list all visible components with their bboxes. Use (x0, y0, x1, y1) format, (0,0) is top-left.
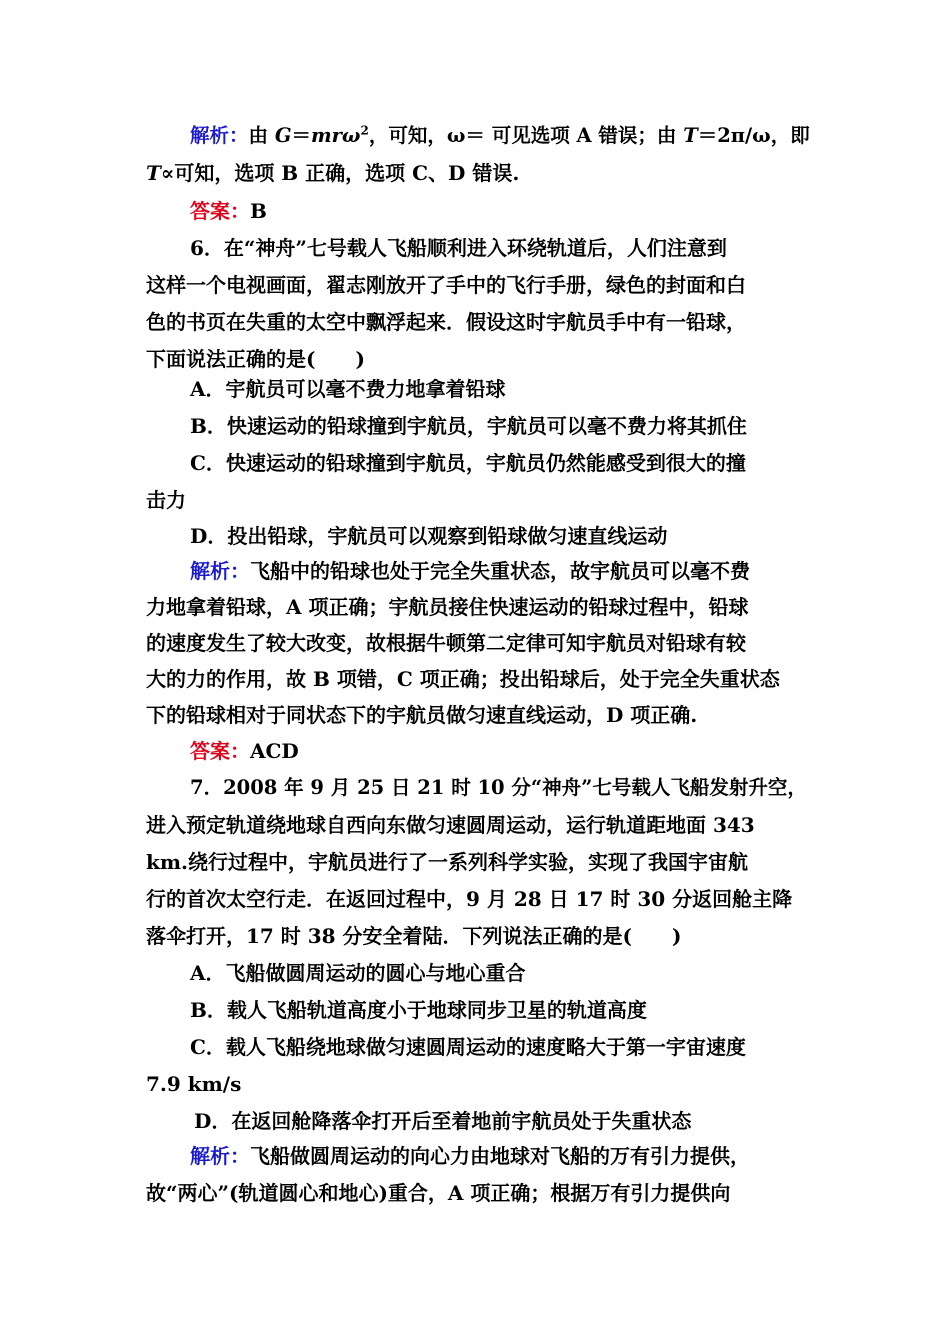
formula-exponent: 2 (360, 123, 369, 138)
q6-stem-line-2: 这样一个电视画面，翟志刚放开了手中的飞行手册，绿色的封面和白 (146, 273, 746, 297)
q7-stem-line-2: 进入预定轨道绕地球自西向东做匀速圆周运动，运行轨道距地面 343 (146, 813, 755, 837)
q7-option-a: A．飞船做圆周运动的圆心与地心重合 (190, 961, 526, 985)
q7-stem-line-1: 7．2008 年 9 月 25 日 21 时 10 分“神舟”七号载人飞船发射升空， (190, 776, 807, 799)
formula-var: G (274, 124, 292, 147)
text-run: 飞船做圆周运动的向心力由地球对飞船的万有引力提供， (250, 1144, 750, 1168)
q5-analysis-line-1 (190, 118, 816, 154)
formula-var: ω (341, 124, 361, 147)
q5-answer (190, 193, 816, 229)
analysis-label: 解析： (190, 1144, 250, 1168)
q7-stem-line-4: 行的首次太空行走．在返回过程中，9 月 28 日 17 时 30 分返回舱主降 (146, 887, 793, 911)
q6-stem-line-1: 6．在“神舟”七号载人飞船顺利进入环绕轨道后，人们注意到 (190, 236, 727, 260)
text-run: ∝可知，选项 B 正确，选项 C、D 错误. (160, 161, 520, 185)
q6-option-c-line-1: C．快速运动的铅球撞到宇航员，宇航员仍然能感受到很大的撞 (190, 451, 746, 475)
text-run: 飞船中的铅球也处于完全失重状态，故宇航员可以毫不费 (250, 559, 750, 583)
analysis-label: 解析： (190, 559, 250, 583)
formula-var: T (146, 161, 161, 185)
q6-stem-line-3: 色的书页在失重的太空中飘浮起来．假设这时宇航员手中有一铅球， (146, 310, 746, 334)
text-run: ，可知，ω＝ 可见选项 A 错误；由 (368, 124, 684, 147)
q6-option-c-line-2: 击力 (146, 488, 186, 512)
q6-analysis-line-5: 下的铅球相对于同状态下的宇航员做匀速直线运动，D 项正确. (146, 703, 698, 727)
q7-stem-line-3: km.绕行过程中，宇航员进行了一系列科学实验，实现了我国宇宙航 (146, 850, 748, 874)
q6-stem-line-4: 下面说法正确的是( ) (146, 347, 365, 371)
q6-analysis-line-4: 大的力的作用，故 B 项错，C 项正确；投出铅球后，处于完全失重状态 (146, 667, 780, 691)
answer-value: B (250, 199, 267, 223)
q6-option-d: D．投出铅球，宇航员可以观察到铅球做匀速直线运动 (190, 524, 668, 548)
text-run: ＝2π/ω，即 (697, 124, 810, 147)
formula-var: T (683, 124, 698, 147)
text-run: 由 (248, 124, 275, 147)
q7-analysis-line-2: 故“两心”(轨道圆心和地心)重合，A 项正确；根据万有引力提供向 (146, 1181, 731, 1205)
q6-analysis-line-3: 的速度发生了较大改变，故根据牛顿第二定律可知宇航员对铅球有较 (146, 631, 746, 655)
q6-analysis-line-1 (190, 553, 816, 589)
q5-analysis-line-2 (146, 155, 816, 191)
q7-stem-line-5: 落伞打开，17 时 38 分安全着陆．下列说法正确的是( ) (146, 924, 682, 948)
analysis-label: 解析： (190, 124, 249, 147)
q7-option-c-line-1: C．载人飞船绕地球做匀速圆周运动的速度略大于第一宇宙速度 (190, 1035, 746, 1059)
formula-var: mr (310, 124, 342, 147)
q7-option-b: B．载人飞船轨道高度小于地球同步卫星的轨道高度 (190, 998, 647, 1022)
answer-value: ACD (250, 739, 299, 763)
answer-label: 答案： (190, 199, 250, 223)
q6-option-a: A．宇航员可以毫不费力地拿着铅球 (190, 377, 506, 401)
q7-option-d: D．在返回舱降落伞打开后至着地前宇航员处于失重状态 (194, 1109, 692, 1133)
answer-label: 答案： (190, 739, 250, 763)
q6-answer (190, 733, 816, 769)
q7-analysis-line-1 (190, 1138, 816, 1174)
q6-analysis-line-2: 力地拿着铅球，A 项正确；宇航员接住快速运动的铅球过程中，铅球 (146, 595, 749, 619)
text-run: ＝ (291, 124, 311, 147)
q7-option-c-line-2: 7.9 km/s (146, 1072, 242, 1096)
q6-option-b: B．快速运动的铅球撞到宇航员，宇航员可以毫不费力将其抓住 (190, 414, 747, 438)
